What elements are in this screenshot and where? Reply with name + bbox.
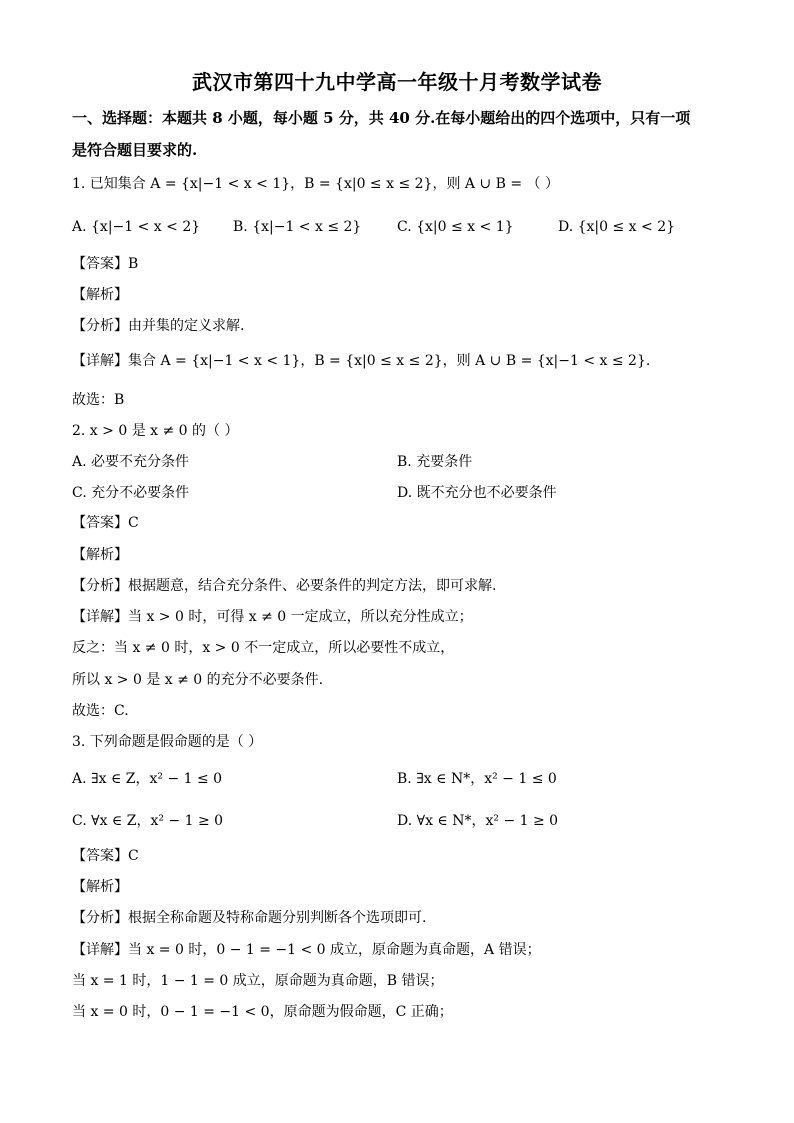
q2-detail-1: 【详解】当 x > 0 时，可得 x ≠ 0 一定成立，所以充分性成立；: [72, 609, 473, 625]
q3-option-d: D. ∀x ∈ N*，x² − 1 ≥ 0: [397, 813, 559, 829]
q2-option-c: C. 充分不必要条件: [72, 485, 190, 501]
q2-answer: 【答案】C: [72, 515, 139, 531]
q1-option-a: A. {x|−1 < x < 2}: [72, 219, 201, 235]
q3-answer: 【答案】C: [72, 848, 139, 864]
q2-choice: 故选：C.: [72, 703, 129, 719]
q2-option-a: A. 必要不充分条件: [72, 454, 190, 470]
q3-analysis: 【分析】根据全称命题及特称命题分别判断各个选项即可.: [72, 910, 427, 926]
q1-option-c: C. {x|0 ≤ x < 1}: [397, 219, 514, 235]
q1-stem: 1. 已知集合 A = {x|−1 < x < 1}，B = {x|0 ≤ x ≤ 2}，则 A ∪ B = （ ）: [72, 176, 560, 192]
q3-detail-3: 当 x = 0 时，0 − 1 = −1 < 0，原命题为假命题，C 正确；: [72, 1004, 453, 1020]
q3-option-a: A. ∃x ∈ Z，x² − 1 ≤ 0: [72, 771, 223, 787]
q3-analysis-heading: 【解析】: [72, 879, 128, 895]
exam-title: 武汉市第四十九中学高一年级十月考数学试卷: [192, 70, 602, 94]
q1-option-d: D. {x|0 ≤ x < 2}: [558, 219, 676, 235]
q1-choice: 故选：B: [72, 392, 125, 408]
q1-option-b: B. {x|−1 < x ≤ 2}: [233, 219, 362, 235]
q2-option-d: D. 既不充分也不必要条件: [397, 485, 557, 501]
q2-analysis-heading: 【解析】: [72, 547, 128, 563]
section-heading-line1: 一、选择题：本题共 8 小题，每小题 5 分，共 40 分.在每小题给出的四个选项中，只有一项: [72, 109, 691, 127]
q2-detail-2: 反之：当 x ≠ 0 时，x > 0 不一定成立，所以必要性不成立，: [72, 640, 455, 656]
q2-stem: 2. x > 0 是 x ≠ 0 的（ ）: [72, 423, 239, 439]
q1-detail: 【详解】集合 A = {x|−1 < x < 1}，B = {x|0 ≤ x ≤ 2}，则 A ∪ B = {x|−1 < x ≤ 2}.: [72, 353, 651, 369]
q3-detail-2: 当 x = 1 时，1 − 1 = 0 成立，原命题为真命题，B 错误；: [72, 973, 444, 989]
q3-option-b: B. ∃x ∈ N*，x² − 1 ≤ 0: [397, 771, 557, 787]
section-heading-line2: 是符合题目要求的.: [72, 141, 198, 159]
q3-detail-1: 【详解】当 x = 0 时，0 − 1 = −1 < 0 成立，原命题为真命题，A 错误；: [72, 942, 541, 958]
q1-answer: 【答案】B: [72, 256, 139, 272]
q2-analysis: 【分析】根据题意，结合充分条件、必要条件的判定方法，即可求解.: [72, 578, 497, 594]
q1-analysis: 【分析】由并集的定义求解.: [72, 318, 245, 334]
q3-option-c: C. ∀x ∈ Z，x² − 1 ≥ 0: [72, 813, 224, 829]
q3-stem: 3. 下列命题是假命题的是（ ）: [72, 734, 263, 750]
q2-detail-3: 所以 x > 0 是 x ≠ 0 的充分不必要条件.: [72, 672, 324, 688]
q1-analysis-heading: 【解析】: [72, 287, 128, 303]
q2-option-b: B. 充要条件: [397, 454, 473, 470]
